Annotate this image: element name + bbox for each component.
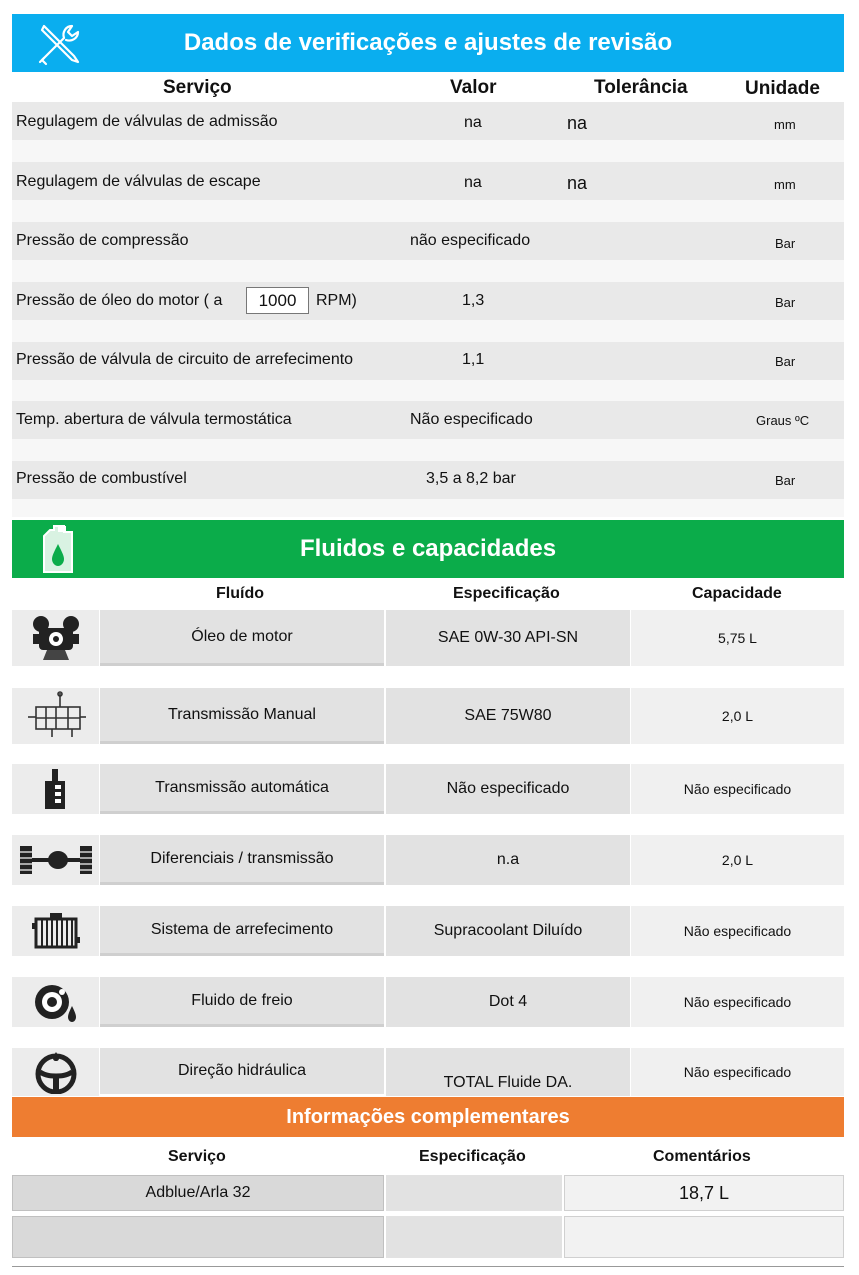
row-spacer	[12, 260, 844, 282]
section-banner-extra	[12, 1097, 844, 1137]
service-label: Regulagem de válvulas de escape	[16, 173, 261, 190]
value-cell: não especificado	[410, 232, 531, 249]
tolerance-cell: na	[567, 113, 588, 133]
row-spacer	[12, 439, 844, 461]
section-banner-fluids	[12, 520, 844, 578]
manual-gearbox-icon	[24, 691, 88, 741]
unit-cell: Bar	[775, 473, 796, 488]
differential-axle-icon	[16, 844, 96, 876]
column-header-tolerance: Tolerância	[594, 77, 688, 98]
fluid-icon-cell	[12, 764, 99, 814]
fluid-spec: SAE 75W80	[386, 688, 630, 744]
extra-spec	[386, 1175, 562, 1211]
column-header-value: Valor	[450, 77, 497, 98]
fluid-icon-cell	[12, 835, 99, 885]
fluid-name: Óleo de motor	[100, 610, 384, 666]
value-cell: na	[464, 174, 482, 191]
row-spacer	[12, 320, 844, 342]
column-header-service: Serviço	[163, 77, 232, 98]
extra-comments: 18,7 L	[564, 1175, 844, 1211]
rpm-input[interactable]: 1000	[246, 287, 309, 314]
value-cell: 3,5 a 8,2 bar	[426, 470, 516, 487]
section-title: Dados de verificações e ajustes de revisão	[183, 29, 673, 56]
service-label: Pressão de compressão	[16, 232, 189, 249]
fluid-spec: Não especificado	[386, 764, 630, 814]
steering-wheel-icon	[32, 1050, 80, 1094]
tolerance-cell: na	[567, 173, 588, 193]
fluid-capacity: Não especificado	[631, 764, 844, 814]
column-header-service: Serviço	[168, 1148, 226, 1165]
service-label: Pressão de combustível	[16, 470, 187, 487]
section-title: Informações complementares	[286, 1105, 570, 1128]
value-cell: 1,1	[462, 351, 485, 368]
value-cell: Não especificado	[410, 411, 533, 428]
service-label: Pressão de óleo do motor ( a	[16, 292, 223, 309]
row-spacer	[12, 200, 844, 222]
unit-cell: mm	[774, 177, 796, 192]
fluid-name: Transmissão automática	[100, 764, 384, 814]
unit-cell: Graus ºC	[756, 413, 810, 428]
wrench-screwdriver-icon	[34, 20, 84, 66]
divider	[12, 1266, 844, 1267]
section-title: Fluidos e capacidades	[299, 535, 557, 562]
unit-cell: Bar	[775, 236, 796, 251]
radiator-icon	[30, 911, 82, 951]
column-header-fluid: Fluído	[216, 585, 264, 602]
column-header-capacity: Capacidade	[692, 585, 782, 602]
value-cell: na	[464, 114, 482, 131]
extra-service	[12, 1216, 384, 1258]
service-label: Temp. abertura de válvula termostática	[16, 411, 292, 428]
row-spacer	[12, 380, 844, 402]
column-header-unit: Unidade	[745, 78, 820, 99]
engine-icon	[27, 614, 85, 662]
fluid-icon-cell	[12, 1048, 99, 1096]
fluid-icon-cell	[12, 688, 99, 744]
fluid-spec: TOTAL Fluide DA.	[386, 1048, 630, 1096]
unit-cell: Bar	[775, 295, 796, 310]
row-spacer	[12, 140, 844, 162]
fluid-name: Fluido de freio	[100, 977, 384, 1027]
column-header-spec: Especificação	[453, 585, 560, 602]
fluid-icon-cell	[12, 610, 99, 666]
unit-cell: mm	[774, 117, 796, 132]
fluid-spec: Dot 4	[386, 977, 630, 1027]
oil-can-icon	[36, 524, 80, 574]
column-header-comments: Comentários	[653, 1148, 751, 1165]
row-spacer	[12, 499, 844, 517]
fluid-spec: n.a	[386, 835, 630, 885]
fluid-name: Diferenciais / transmissão	[100, 835, 384, 885]
extra-spec	[386, 1216, 562, 1258]
fluid-capacity: 2,0 L	[631, 688, 844, 744]
fluid-capacity: Não especificado	[631, 1048, 844, 1096]
section-banner-checks	[12, 14, 844, 72]
automatic-gearbox-icon	[41, 767, 71, 811]
service-label: Pressão de válvula de circuito de arrefecimento	[16, 351, 354, 368]
fluid-capacity: 2,0 L	[631, 835, 844, 885]
service-label-suffix: RPM)	[316, 292, 357, 309]
brake-fluid-icon	[32, 980, 80, 1024]
service-label: Regulagem de válvulas de admissão	[16, 113, 278, 130]
column-header-spec: Especificação	[419, 1148, 526, 1165]
unit-cell: Bar	[775, 354, 796, 369]
extra-comments	[564, 1216, 844, 1258]
fluid-name: Transmissão Manual	[100, 688, 384, 744]
fluid-name: Sistema de arrefecimento	[100, 906, 384, 956]
fluid-capacity: 5,75 L	[631, 610, 844, 666]
fluid-spec: Supracoolant Diluído	[386, 906, 630, 956]
fluid-icon-cell	[12, 977, 99, 1027]
fluid-spec: SAE 0W-30 API-SN	[386, 610, 630, 666]
extra-service: Adblue/Arla 32	[12, 1175, 384, 1211]
fluid-name: Direção hidráulica	[100, 1048, 384, 1094]
value-cell: 1,3	[462, 292, 485, 309]
fluid-capacity: Não especificado	[631, 977, 844, 1027]
fluid-capacity: Não especificado	[631, 906, 844, 956]
fluid-icon-cell	[12, 906, 99, 956]
